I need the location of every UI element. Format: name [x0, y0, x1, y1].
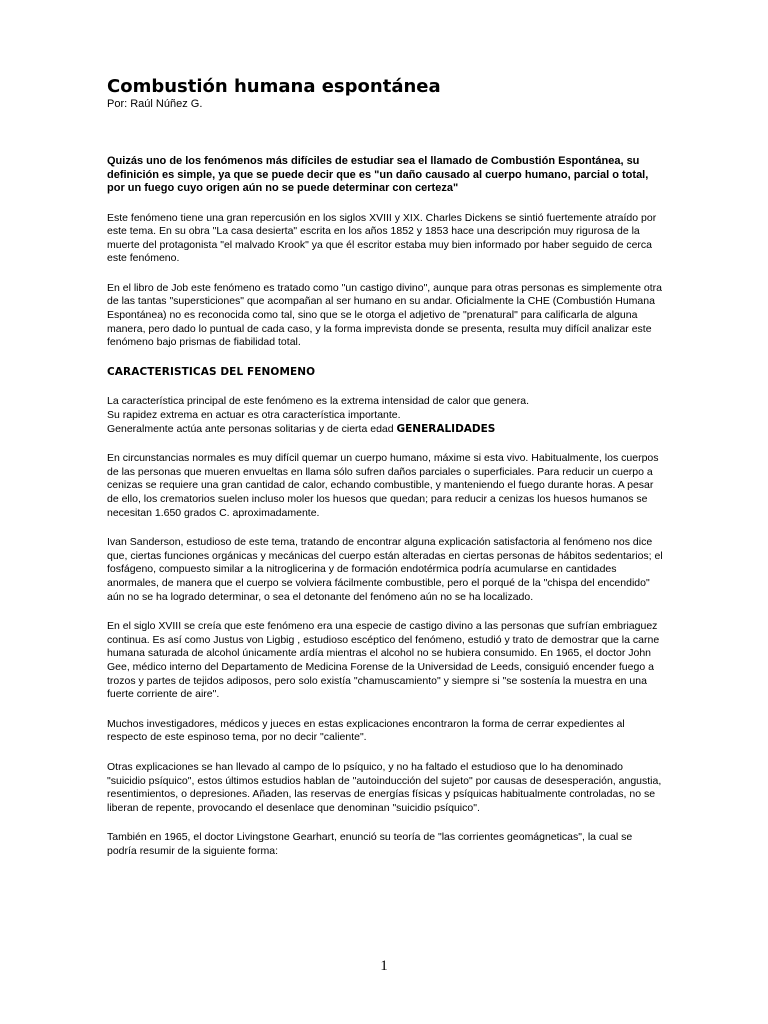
- document-title: Combustión humana espontánea: [107, 76, 441, 97]
- page-number: 1: [380, 958, 388, 974]
- paragraph-generalidades: En circunstancias normales es muy difícil quemar un cuerpo humano, máxime si esta vivo. Habitualmente, los cuerpos de las personas que mueren envueltas en llama sólo sufren daños parciales o superficiales. Para reducir un cuerpo a cenizas se requiere una gran cantidad de calor, echando combustible, y manteniendo el fuego durante horas. A pesar de ello, los crematorios suelen incluso moler los huesos que quedan; para reducir a cenizas los huesos humanos se necesitan 1.650 grados C. aproximadamente.: [107, 452, 659, 519]
- paragraph-investigadores: Muchos investigadores, médicos y jueces en estas explicaciones encontraron la forma de cerrar expedientes al respecto de este espinoso tema, por no decir "caliente".: [107, 717, 625, 744]
- caracteristica-line-3: Generalmente actúa ante personas solitarias y de cierta edad: [107, 422, 394, 435]
- author-byline: Por: Raúl Núñez G.: [107, 98, 203, 110]
- paragraph-siglo-xviii: En el siglo XVIII se creía que este fenómeno era una especie de castigo divino a las personas que sufrían embriaguez continua. Es así como Justus von Ligbig , estudioso escéptico del fenómeno, estudió y trato de demostrar que la carne humana saturada de alcohol únicamente ardía mientras el alcohol no se hubiera consumido. En 1965, el doctor John Gee, médico interno del Departamento de Medicina Forense de la Universidad de Leeds, consiguió encender fuego a trozos y partes de tejidos adiposos, pero solo existía "chamuscamiento" y siempre si "se sostenía la muestra en una fuerte corriente de aire".: [107, 620, 660, 701]
- caracteristica-line-1: La característica principal de este fenómeno es la extrema intensidad de calor que genera.: [107, 395, 529, 408]
- paragraph-psiquico: Otras explicaciones se han llevado al campo de lo psíquico, y no ha faltado el estudioso que lo ha denominado "suicidio psíquico", estos últimos estudios hablan de "autoinducción del sujeto" por causas de desesperación, angustia, resentimientos, o depresiones. Añaden, las reservas de energías físicas y psíquicas habitualmente controladas, no se liberan de repente, provocando el desenlace que denominan "suicidio psíquico".: [107, 760, 662, 814]
- document-body: [107, 76, 663, 858]
- paragraph-caracteristicas: [107, 395, 663, 436]
- heading-caracteristicas: CARACTERISTICAS DEL FENOMENO: [107, 365, 316, 378]
- lead-paragraph: Quizás uno de los fenómenos más difíciles de estudiar sea el llamado de Combustión Espontánea, su definición es simple, ya que se puede decir que es "un daño causado al cuerpo humano, parcial o total, por un fuego cuyo origen aún no se puede determinar con certeza": [107, 155, 649, 194]
- caracteristica-line-2: Su rapidez extrema en actuar es otra característica importante.: [107, 409, 401, 422]
- paragraph-job: En el libro de Job este fenómeno es tratado como "un castigo divino", aunque para otras personas es simplemente otra de las tantas "supersticiones" que acompañan al ser humano en su andar. Oficialmente la CHE (Combustión Humana Espontánea) no es reconocida como tal, sino que se le otorga el adjetivo de "prenatural" para calificarla de alguna manera, pero dado lo puntual de cada caso, y la forma imprevista donde se presenta, resulta muy difícil analizar este fenómeno bajo prismas de fiabilidad total.: [107, 281, 662, 349]
- paragraph-gearhart: También en 1965, el doctor Livingstone Gearhart, enunció su teoría de "las corrientes geomágneticas", la cual se podría resumir de la siguiente forma:: [107, 831, 633, 857]
- paragraph-dickens: Este fenómeno tiene una gran repercusión en los siglos XVIII y XIX. Charles Dickens se sintió fuertemente atraído por este tema. En su obra "La casa desierta" escrita en los años 1852 y 1853 hace una descripción muy rigurosa de la muerte del protagonista "el malvado Krook" ya que él escritor estaba muy bien informado por haber seguido de cerca este fenómeno.: [107, 211, 657, 265]
- heading-generalidades: GENERALIDADES: [396, 422, 496, 435]
- paragraph-sanderson: Ivan Sanderson, estudioso de este tema, tratando de encontrar alguna explicación satisfactoria al fenómeno nos dice que, ciertas funciones orgánicas y mecánicas del cuerpo están alteradas en ciertas personas de hábitos sedentarios; el fosfágeno, compuesto similar a la nitroglicerina y de formación endotérmica podría acumularse en cantidades anormales, de manera que el cuerpo se volviera fácilmente combustible, pero el porqué de la "chispa del encendido" aún no se ha logrado determinar, o sea el detonante del fenómeno aún no se ha localizado.: [107, 536, 663, 603]
